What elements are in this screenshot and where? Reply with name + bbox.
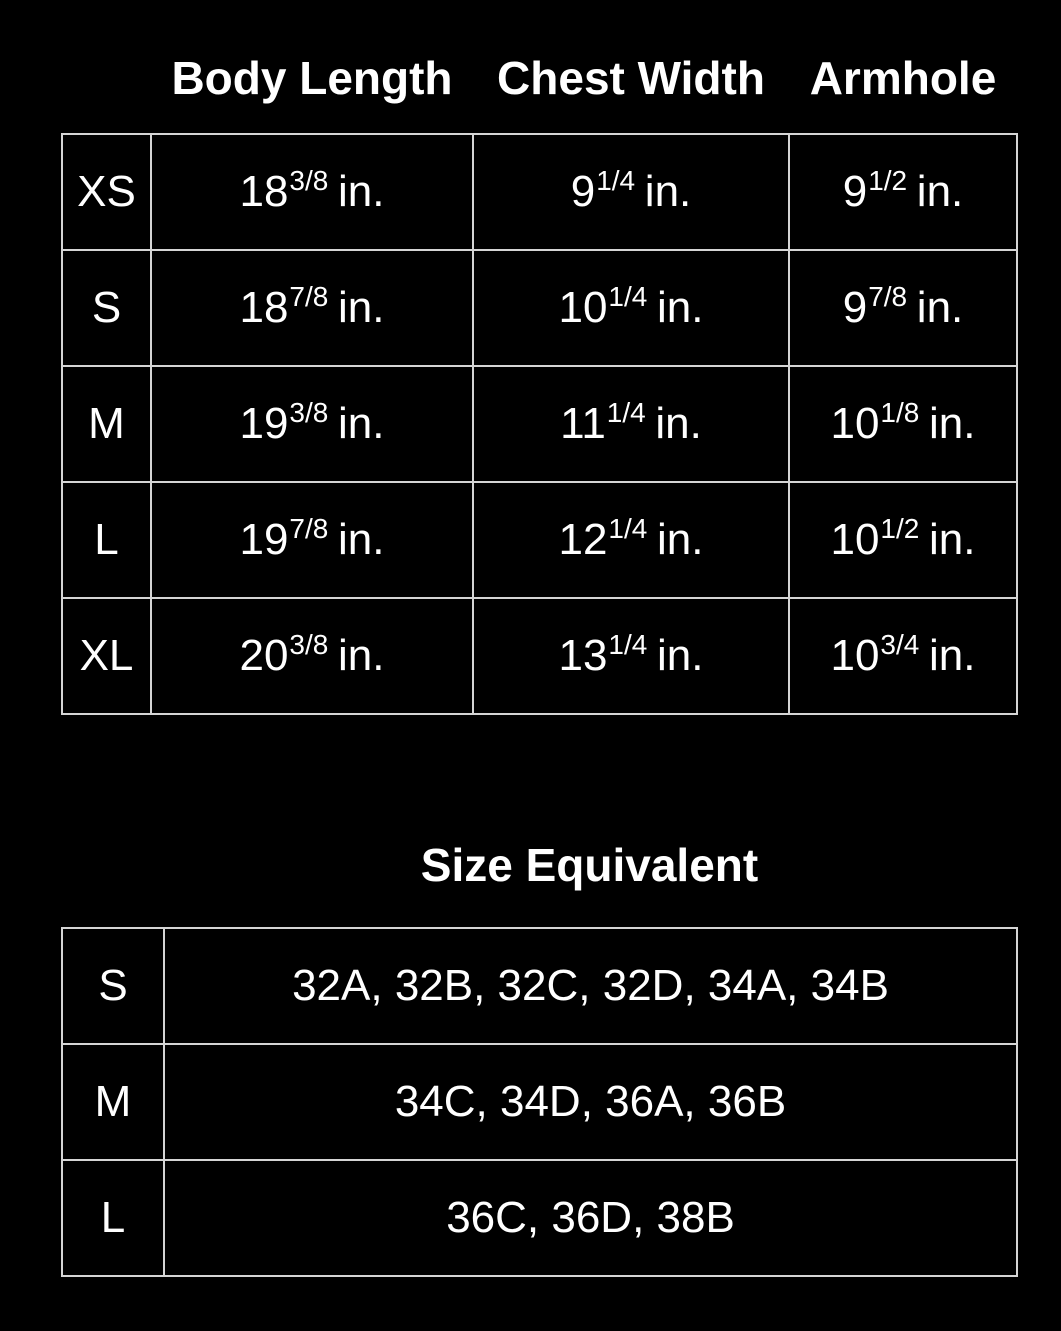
measurement-unit: in. bbox=[338, 283, 385, 332]
equivalent-sizes-cell: 32A, 32B, 32C, 32D, 34A, 34B bbox=[164, 928, 1017, 1044]
measurement-fraction: 1/4 bbox=[608, 629, 648, 660]
measurement-cell bbox=[789, 250, 1017, 366]
measurement-cell bbox=[473, 134, 789, 250]
measurement-unit: in. bbox=[655, 399, 702, 448]
measurement-fraction: 3/8 bbox=[289, 629, 329, 660]
size-equivalent-title: Size Equivalent bbox=[420, 839, 759, 891]
measurement-whole: 10 bbox=[830, 515, 880, 564]
size-equivalent-row bbox=[62, 928, 1017, 1044]
measurement-whole: 10 bbox=[830, 399, 880, 448]
measurement-unit: in. bbox=[338, 515, 385, 564]
size-label: M bbox=[62, 366, 151, 482]
measurement-whole: 9 bbox=[842, 167, 868, 216]
measurement-fraction: 3/8 bbox=[289, 165, 329, 196]
measurement-cell bbox=[151, 250, 473, 366]
measurement-unit: in. bbox=[338, 631, 385, 680]
measurement-whole: 12 bbox=[558, 515, 608, 564]
measurement-cell bbox=[473, 598, 789, 714]
measurement-unit: in. bbox=[338, 167, 385, 216]
measurement-table-header bbox=[62, 0, 1017, 134]
measurement-whole: 18 bbox=[239, 167, 289, 216]
size-equivalent-row bbox=[62, 1160, 1017, 1276]
equivalent-sizes-cell: 36C, 36D, 38B bbox=[164, 1160, 1017, 1276]
measurement-fraction: 3/4 bbox=[880, 629, 920, 660]
measurement-row bbox=[62, 250, 1017, 366]
measurement-unit: in. bbox=[929, 631, 976, 680]
measurement-unit: in. bbox=[338, 399, 385, 448]
measurement-unit: in. bbox=[929, 399, 976, 448]
size-label: S bbox=[62, 928, 164, 1044]
measurement-fraction: 7/8 bbox=[289, 513, 329, 544]
measurement-fraction: 1/4 bbox=[608, 281, 648, 312]
measurement-fraction: 1/4 bbox=[608, 513, 648, 544]
measurement-cell bbox=[789, 482, 1017, 598]
measurement-table bbox=[61, 0, 1018, 715]
size-equivalent-row bbox=[62, 1044, 1017, 1160]
size-chart bbox=[61, 0, 1016, 1277]
header-row bbox=[62, 0, 1017, 134]
size-label: XS bbox=[62, 134, 151, 250]
measurement-whole: 19 bbox=[239, 399, 289, 448]
measurement-fraction: 1/4 bbox=[596, 165, 636, 196]
measurement-fraction: 1/2 bbox=[868, 165, 908, 196]
measurement-unit: in. bbox=[657, 283, 704, 332]
size-equivalent-table bbox=[61, 927, 1018, 1277]
measurement-whole: 9 bbox=[842, 283, 868, 332]
measurement-cell bbox=[473, 366, 789, 482]
measurement-unit: in. bbox=[916, 283, 964, 332]
measurement-whole: 10 bbox=[830, 631, 880, 680]
measurement-fraction: 7/8 bbox=[868, 281, 908, 312]
measurement-whole: 10 bbox=[558, 283, 608, 332]
measurement-unit: in. bbox=[657, 515, 704, 564]
measurement-whole: 11 bbox=[560, 399, 606, 448]
size-label: XL bbox=[62, 598, 151, 714]
measurement-cell bbox=[789, 366, 1017, 482]
measurement-cell bbox=[151, 482, 473, 598]
column-header-chest-width: Chest Width bbox=[497, 51, 765, 104]
measurement-fraction: 1/8 bbox=[880, 397, 920, 428]
measurement-cell bbox=[789, 598, 1017, 714]
column-header-body-length: Body Length bbox=[171, 51, 453, 104]
measurement-fraction: 3/8 bbox=[289, 397, 329, 428]
measurement-unit: in. bbox=[657, 631, 704, 680]
measurement-whole: 13 bbox=[558, 631, 608, 680]
size-label: M bbox=[62, 1044, 164, 1160]
size-equivalent-table-body bbox=[62, 928, 1017, 1276]
size-label: L bbox=[62, 482, 151, 598]
measurement-cell bbox=[151, 366, 473, 482]
size-label: L bbox=[62, 1160, 164, 1276]
measurement-cell bbox=[473, 250, 789, 366]
measurement-table-body bbox=[62, 134, 1017, 714]
measurement-cell bbox=[151, 134, 473, 250]
measurement-whole: 9 bbox=[570, 167, 596, 216]
measurement-whole: 19 bbox=[239, 515, 289, 564]
measurement-fraction: 1/2 bbox=[880, 513, 920, 544]
header-spacer bbox=[62, 0, 151, 134]
measurement-row bbox=[62, 482, 1017, 598]
measurement-fraction: 1/4 bbox=[606, 397, 646, 428]
measurement-row bbox=[62, 366, 1017, 482]
measurement-cell bbox=[473, 482, 789, 598]
measurement-row bbox=[62, 134, 1017, 250]
measurement-cell bbox=[151, 598, 473, 714]
equivalent-sizes-cell: 34C, 34D, 36A, 36B bbox=[164, 1044, 1017, 1160]
column-header-armhole: Armhole bbox=[809, 51, 997, 104]
measurement-unit: in. bbox=[916, 167, 964, 216]
measurement-unit: in. bbox=[929, 515, 976, 564]
measurement-whole: 18 bbox=[239, 283, 289, 332]
measurement-unit: in. bbox=[644, 167, 692, 216]
measurement-whole: 20 bbox=[239, 631, 289, 680]
measurement-row bbox=[62, 598, 1017, 714]
measurement-fraction: 7/8 bbox=[289, 281, 329, 312]
size-label: S bbox=[62, 250, 151, 366]
measurement-cell bbox=[789, 134, 1017, 250]
